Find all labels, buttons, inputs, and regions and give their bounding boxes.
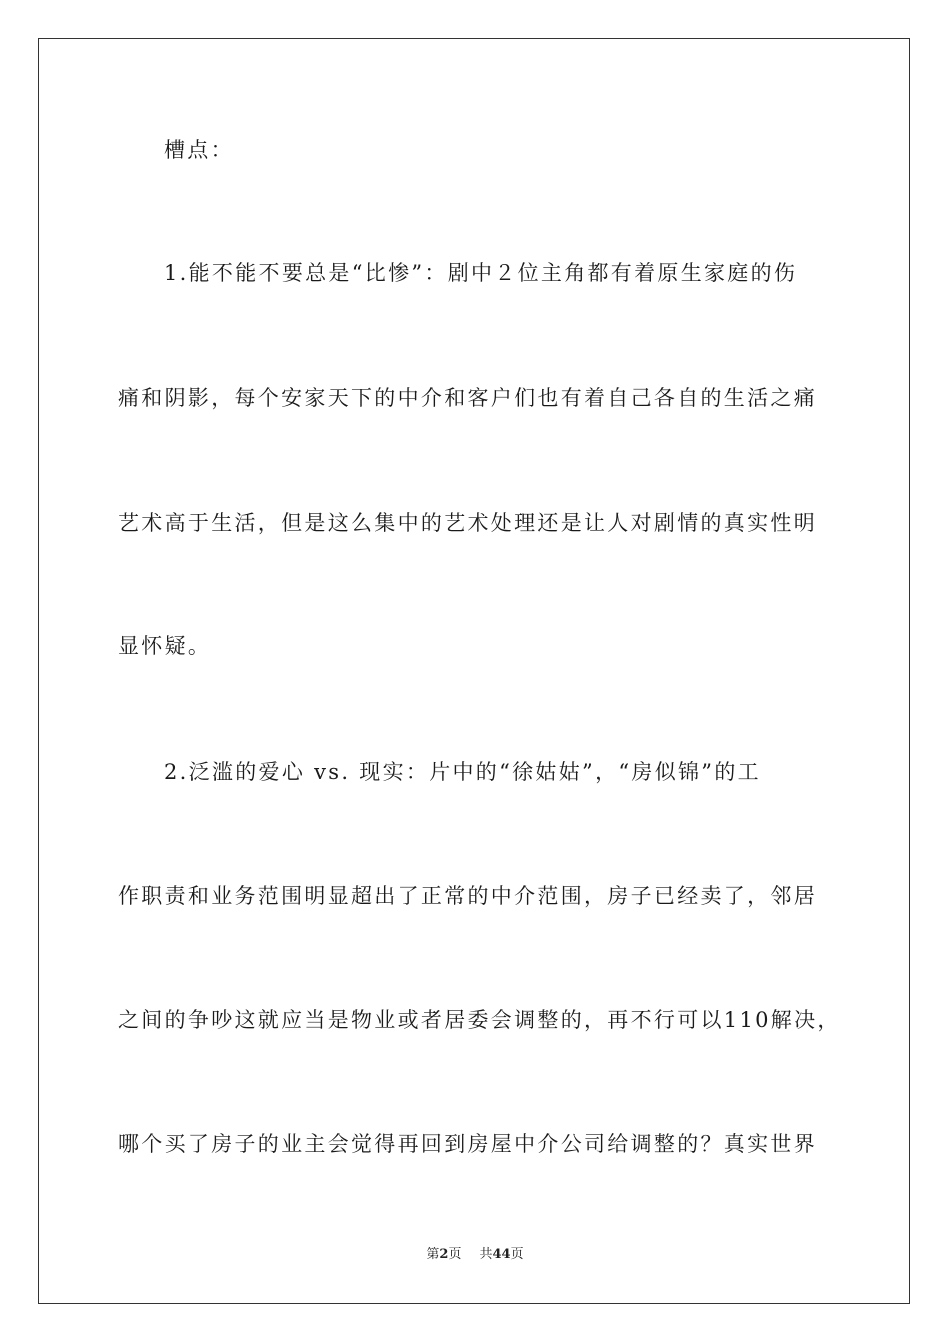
paragraph-1-line-1: 1.能不能不要总是“比惨”：剧中２位主角都有着原生家庭的伤 — [164, 261, 798, 285]
footer-page-number: 2 — [439, 1247, 449, 1262]
paragraph-2-line-3: 之间的争吵这就应当是物业或者居委会调整的，再不行可以110解决， — [118, 1008, 841, 1032]
footer-page-suffix: 页 — [448, 1247, 462, 1262]
page-footer — [0, 1246, 950, 1264]
paragraph-2-line-4: 哪个买了房子的业主会觉得再回到房屋中介公司给调整的？真实世界 — [118, 1132, 817, 1156]
section-heading: 槽点： — [164, 138, 234, 162]
page-border — [38, 38, 910, 1304]
footer-total-prefix: 共 — [479, 1247, 493, 1262]
footer-page-prefix: 第 — [426, 1247, 440, 1262]
paragraph-1-line-3: 艺术高于生活，但是这么集中的艺术处理还是让人对剧情的真实性明 — [118, 511, 817, 535]
paragraph-1-line-2: 痛和阴影，每个安家天下的中介和客户们也有着自己各自的生活之痛 — [118, 386, 817, 410]
footer-total-suffix: 页 — [510, 1247, 524, 1262]
paragraph-2-line-1: 2.泛滥的爱心 vs. 现实：片中的“徐姑姑”，“房似锦”的工 — [164, 760, 761, 784]
paragraph-1-line-4: 显怀疑。 — [118, 634, 212, 658]
paragraph-2-line-2: 作职责和业务范围明显超出了正常的中介范围，房子已经卖了，邻居 — [118, 884, 817, 908]
footer-total-pages: 44 — [492, 1247, 511, 1262]
